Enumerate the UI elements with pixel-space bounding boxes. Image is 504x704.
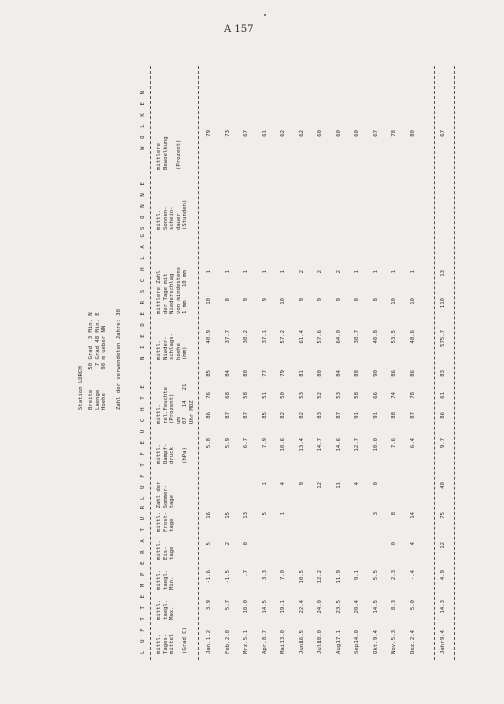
table-row <box>336 66 344 660</box>
cell-tx: 5.0 <box>409 600 416 611</box>
cell-h21: 77 <box>261 370 268 377</box>
header-frost-summer-days: mittl. Zahl der Frost- Sommer- tage tage <box>156 481 175 532</box>
cell-h14: 76 <box>206 392 212 399</box>
cell-d10: 1 <box>409 270 416 274</box>
cell-h21: 81 <box>298 370 305 377</box>
table-row <box>391 66 399 660</box>
table-row <box>317 66 325 660</box>
cell-t: 9.4 <box>372 630 379 641</box>
header-daily-max: mittl. taegl. Max. <box>156 599 175 620</box>
group-title-precipitation: N I E D E R S C H L A G <box>140 231 146 360</box>
rule-year <box>434 66 435 660</box>
cell-vp: 10.0 <box>372 438 379 452</box>
cell-m: Mai <box>280 643 286 654</box>
cell-tn: 5.5 <box>372 570 379 581</box>
cell-h21: 80 <box>317 370 323 377</box>
cell-d1: 110 <box>440 298 446 309</box>
cell-d1: 10 <box>409 298 416 305</box>
cell-h14: 52 <box>317 392 323 399</box>
table-row <box>299 66 307 660</box>
cell-d10: 13 <box>440 270 446 277</box>
header-daily-min: mittl. taegl. Min. <box>156 569 175 590</box>
cell-p: 37.1 <box>261 330 268 344</box>
cell-vp: 6.7 <box>243 438 249 449</box>
rule-bottom <box>454 66 455 660</box>
header-precipitation-amount: mittl. Nieder- schlags- hoehe (mm) <box>156 333 188 360</box>
cell-eis: 12 <box>440 542 446 549</box>
cell-t: 14.0 <box>354 630 360 644</box>
cell-vp: 5.9 <box>224 438 231 449</box>
cell-tx: 20.4 <box>354 600 360 614</box>
cell-d10: 1 <box>391 270 397 274</box>
cell-p: 40.9 <box>206 330 212 344</box>
cell-h07: 82 <box>298 412 305 419</box>
rule-header <box>198 66 199 660</box>
cell-frost: 1 <box>280 512 286 516</box>
cell-tx: 14.5 <box>372 600 379 614</box>
cell-d1: 8 <box>372 298 379 302</box>
cell-cl: 67 <box>440 130 446 137</box>
cell-t: 2.0 <box>224 630 231 641</box>
cell-frost: 8 <box>391 512 397 516</box>
cell-d10: 1 <box>261 270 268 274</box>
cell-h14: 66 <box>372 392 379 399</box>
cell-frost: 14 <box>409 512 416 519</box>
header-daily-mean: mittl. Tages- mittel (Grad C) <box>156 627 188 654</box>
cell-t: 8.7 <box>261 630 268 641</box>
cell-h14: 58 <box>243 392 249 399</box>
cell-d10: 1 <box>354 270 360 274</box>
cell-h07: 86 <box>440 412 446 419</box>
cell-d10: 1 <box>280 270 286 274</box>
cell-frost: 16 <box>206 512 212 519</box>
page-number: A 157 <box>224 24 254 35</box>
cell-frost: 5 <box>261 512 268 516</box>
cell-h14: 68 <box>224 392 231 399</box>
cell-cl: 60 <box>335 130 342 137</box>
cell-h14: 61 <box>440 392 446 399</box>
climate-table <box>72 66 468 660</box>
cell-d10: 1 <box>224 270 231 274</box>
header-ice-days: mittl. Eis- tage <box>156 539 175 560</box>
cell-p: 48.6 <box>409 330 416 344</box>
table-row <box>440 66 448 660</box>
cell-h07: 88 <box>391 412 397 419</box>
cell-d1: 10 <box>391 298 397 305</box>
cell-p: 38.7 <box>354 330 360 344</box>
cell-h14: 51 <box>261 392 268 399</box>
cell-h07: 83 <box>317 412 323 419</box>
cell-tx: 14.5 <box>261 600 268 614</box>
cell-cl: 80 <box>409 130 416 137</box>
cell-h14: 58 <box>354 392 360 399</box>
cell-h14: 53 <box>298 392 305 399</box>
cell-t: 17.1 <box>335 630 342 644</box>
cell-frost: 3 <box>372 512 379 516</box>
table-row <box>354 66 362 660</box>
cell-p: 57.2 <box>280 330 286 344</box>
cell-h14: 74 <box>391 392 397 399</box>
cell-eis: 5 <box>206 542 212 546</box>
cell-cl: 62 <box>280 130 286 137</box>
cell-vp: 14.6 <box>335 438 342 452</box>
cell-cl: 60 <box>317 130 323 137</box>
cell-vp: 5.8 <box>206 438 212 449</box>
cell-h07: 87 <box>224 412 231 419</box>
table-row <box>225 66 233 660</box>
cell-vp: 6.4 <box>409 438 416 449</box>
cell-d1: 9 <box>335 298 342 302</box>
cell-som: 11 <box>335 482 342 489</box>
cell-d10: 2 <box>317 270 323 274</box>
station-coordinates <box>88 312 108 410</box>
cell-tn: 3.3 <box>261 570 268 581</box>
group-title-temperature: L U F T T E M P E R A T U R <box>140 503 146 654</box>
cell-vp: 12.7 <box>354 438 360 452</box>
cell-vp: 14.7 <box>317 438 323 452</box>
cell-tn: -1.5 <box>224 570 231 584</box>
cell-t: 13.0 <box>280 630 286 644</box>
station-title: Station LORCH <box>78 366 84 410</box>
cell-vp: 9.7 <box>440 438 446 449</box>
cell-h21: 79 <box>280 370 286 377</box>
table-row <box>280 66 288 660</box>
cell-m: Dez. <box>409 640 416 654</box>
cell-m: Mrz. <box>243 640 249 654</box>
header-cloud-cover: mittlere Bewoelkung (Prozent) <box>156 136 182 170</box>
cell-tn: 7.0 <box>280 570 286 581</box>
table-row <box>206 66 214 660</box>
cell-t: 5.3 <box>391 630 397 641</box>
cell-d10: 2 <box>335 270 342 274</box>
cell-tx: 8.3 <box>391 600 397 611</box>
table-row <box>410 66 418 660</box>
cell-h07: 87 <box>335 412 342 419</box>
cell-m: Jahr <box>440 640 446 654</box>
cell-h07: 87 <box>409 412 416 419</box>
scan-speck <box>264 14 266 16</box>
cell-d1: 9 <box>298 298 305 302</box>
cell-tn: -.4 <box>409 570 416 581</box>
cell-h07: 87 <box>243 412 249 419</box>
cell-tx: 23.5 <box>335 600 342 614</box>
cell-eis: 0 <box>391 542 397 546</box>
cell-p: 38.2 <box>243 330 249 344</box>
cell-h14: 78 <box>409 392 416 399</box>
cell-d10: 1 <box>206 270 212 274</box>
cell-h21: 83 <box>440 370 446 377</box>
cell-cl: 62 <box>298 130 305 137</box>
cell-h21: 84 <box>335 370 342 377</box>
cell-som: 1 <box>261 482 268 486</box>
cell-m: Okt. <box>372 640 379 654</box>
cell-p: 64.0 <box>335 330 342 344</box>
cell-som: 0 <box>372 482 379 486</box>
cell-tn: 9.1 <box>354 570 360 581</box>
cell-tn: 4.9 <box>440 570 446 581</box>
rule-top <box>150 66 151 660</box>
group-title-clouds: W O L K E N <box>140 88 146 150</box>
cell-h07: 91 <box>372 412 379 419</box>
cell-frost: 75 <box>440 512 446 519</box>
cell-m: Juli <box>317 640 323 654</box>
cell-cl: 67 <box>243 130 249 137</box>
cell-m: Nov. <box>391 640 397 654</box>
cell-d1: 9 <box>317 298 323 302</box>
cell-p: 61.4 <box>298 330 305 344</box>
cell-som: 12 <box>317 482 323 489</box>
table-row <box>373 66 381 660</box>
cell-cl: 73 <box>224 130 231 137</box>
header-relative-humidity: mittl. rel.Feuchte (Prozent) um 07 14 21 Uhr MOZ <box>156 383 195 424</box>
cell-t: 18.0 <box>317 630 323 644</box>
cell-tx: 14.3 <box>440 600 446 614</box>
station-years: Zahl der verwendeten Jahre: 30 <box>116 308 122 410</box>
cell-vp: 7.6 <box>391 438 397 449</box>
header-sunshine-hours: mittl. Sonnen- schein- dauer (Stunden) <box>156 199 188 230</box>
cell-h07: 82 <box>280 412 286 419</box>
cell-t: 5.1 <box>243 630 249 641</box>
cell-m: Feb. <box>224 640 231 654</box>
cell-h07: 86 <box>206 412 212 419</box>
cell-m: Juni <box>298 640 305 654</box>
cell-d10: 2 <box>298 270 305 274</box>
cell-m: Sep. <box>354 640 360 654</box>
cell-tn: .7 <box>243 570 249 577</box>
group-title-humidity: L U F T F E U C H T E <box>140 383 146 500</box>
cell-vp: 10.6 <box>280 438 286 452</box>
cell-cl: 79 <box>206 130 212 137</box>
cell-tn: 12.2 <box>317 570 323 584</box>
cell-m: Aug. <box>335 640 342 654</box>
cell-t: 2.4 <box>409 630 416 641</box>
cell-h21: 85 <box>206 370 212 377</box>
cell-d1: 8 <box>354 298 360 302</box>
cell-som: 4 <box>280 482 286 486</box>
cell-h21: 90 <box>372 370 379 377</box>
cell-tn: 2.3 <box>391 570 397 581</box>
cell-p: 53.5 <box>391 330 397 344</box>
cell-eis: 4 <box>409 542 416 546</box>
cell-p: 40.8 <box>372 330 379 344</box>
table-row <box>243 66 251 660</box>
cell-tx: 19.1 <box>280 600 286 614</box>
cell-tx: 24.0 <box>317 600 323 614</box>
cell-tn: -1.6 <box>206 570 212 584</box>
cell-d1: 9 <box>261 298 268 302</box>
cell-frost: 15 <box>224 512 231 519</box>
group-title-sunshine: S O N N E <box>140 179 146 230</box>
cell-p: 575.7 <box>440 330 446 347</box>
cell-p: 57.6 <box>317 330 323 344</box>
station-line: Laenge 7 Grad 48 Min. E <box>94 312 101 410</box>
header-precipitation-days: mittlere Zahl der Tage mit Niederschlag von mindestens 1 mm 10 mm <box>156 266 188 314</box>
station-line: Breite 50 Grad 3 Min. N <box>88 312 94 410</box>
cell-eis: 0 <box>243 542 249 546</box>
cell-h21: 88 <box>354 370 360 377</box>
cell-som: 40 <box>440 482 446 489</box>
cell-cl: 60 <box>354 130 360 137</box>
table-row <box>262 66 270 660</box>
cell-m: Jan. <box>206 640 212 654</box>
cell-tn: 10.5 <box>298 570 305 584</box>
cell-vp: 7.9 <box>261 438 268 449</box>
cell-d1: 8 <box>224 298 231 302</box>
cell-h21: 80 <box>243 370 249 377</box>
cell-h07: 91 <box>354 412 360 419</box>
cell-som: 9 <box>298 482 305 486</box>
cell-h21: 84 <box>224 370 231 377</box>
cell-som: 4 <box>354 482 360 486</box>
cell-tx: 3.9 <box>206 600 212 611</box>
cell-h14: 50 <box>280 392 286 399</box>
cell-d1: 10 <box>280 298 286 305</box>
cell-cl: 78 <box>391 130 397 137</box>
cell-d1: 10 <box>206 298 212 305</box>
cell-cl: 67 <box>372 130 379 137</box>
cell-tn: 11.9 <box>335 570 342 584</box>
cell-tx: 5.7 <box>224 600 231 611</box>
cell-t: 16.5 <box>298 630 305 644</box>
cell-d10: 1 <box>372 270 379 274</box>
cell-tx: 10.0 <box>243 600 249 614</box>
cell-h14: 53 <box>335 392 342 399</box>
cell-d10: 1 <box>243 270 249 274</box>
header-vapour-pressure: mittl. Dampf- druck (hPa) <box>156 443 188 464</box>
cell-h07: 85 <box>261 412 268 419</box>
station-line: Hoehe 90 m ueber NN <box>101 325 107 410</box>
cell-t: 1.2 <box>206 630 212 641</box>
cell-d1: 9 <box>243 298 249 302</box>
cell-h21: 86 <box>409 370 416 377</box>
cell-frost: 13 <box>243 512 249 519</box>
cell-eis: 2 <box>224 542 231 546</box>
cell-m: Apr. <box>261 640 268 654</box>
cell-h21: 86 <box>391 370 397 377</box>
cell-tx: 22.4 <box>298 600 305 614</box>
cell-p: 37.7 <box>224 330 231 344</box>
cell-cl: 61 <box>261 130 268 137</box>
cell-vp: 13.4 <box>298 438 305 452</box>
cell-t: 9.4 <box>440 630 446 641</box>
